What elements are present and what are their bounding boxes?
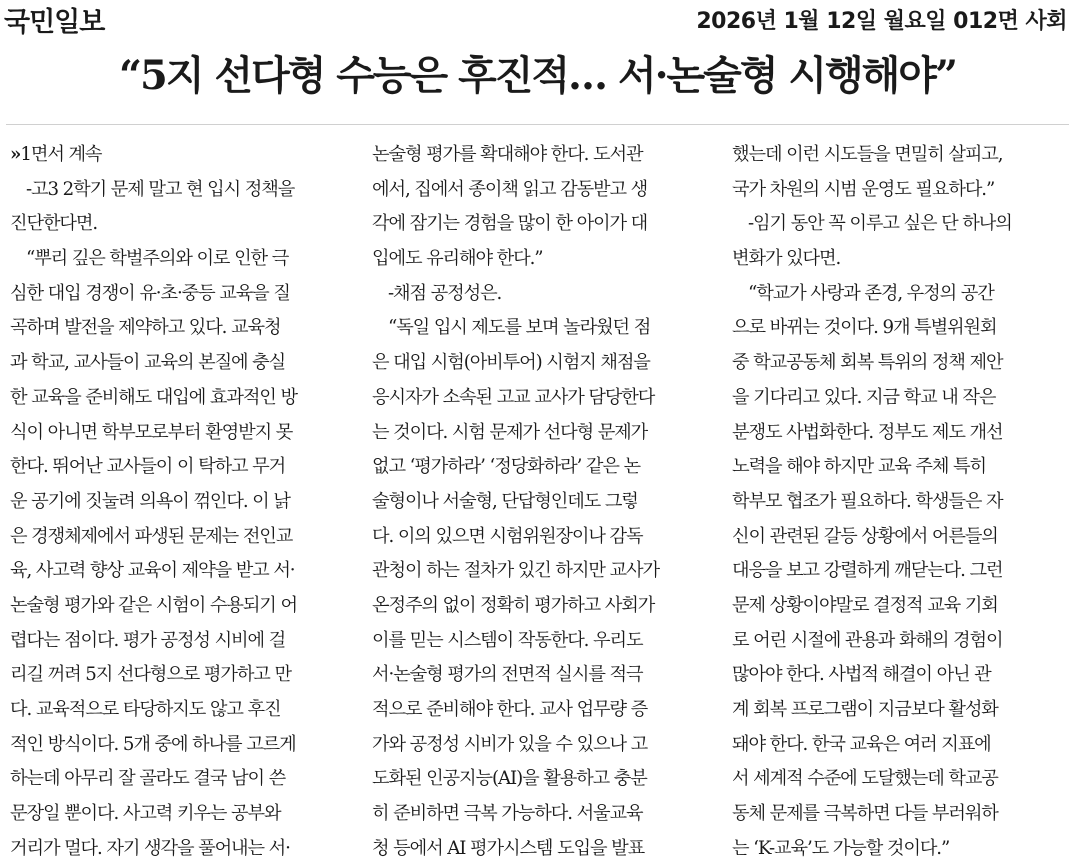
article-line bbox=[10, 311, 355, 346]
article-line-text: 적인 방식이다. 5개 중에 하나를 고르게 bbox=[10, 733, 296, 755]
article-line-text: 는 ‘K-교육’도 가능할 것이다.” bbox=[732, 837, 950, 859]
article-line bbox=[10, 346, 355, 381]
article-line bbox=[10, 207, 355, 242]
article-line-text: 입에도 유리해야 한다.” bbox=[372, 248, 543, 270]
article-line-text: 식이 아니면 학부모로부터 환영받지 못 bbox=[10, 421, 293, 443]
article-line-text: 돼야 한다. 한국 교육은 여러 지표에 bbox=[732, 733, 991, 755]
article-line-text: 진단한다면. bbox=[10, 213, 98, 235]
article-line bbox=[372, 173, 717, 208]
article-line bbox=[10, 381, 355, 416]
article-line-text: 술형이나 서술형, 단답형인데도 그렇 bbox=[372, 490, 638, 512]
article-line bbox=[732, 797, 1075, 832]
article-line-text: 다. 이의 있으면 시험위원장이나 감독 bbox=[372, 525, 643, 547]
article-line bbox=[10, 554, 355, 589]
article-line bbox=[732, 520, 1075, 555]
article-line bbox=[732, 554, 1075, 589]
article-line-text: 은 대입 시험(아비투어) 시험지 채점을 bbox=[372, 352, 650, 374]
article-line bbox=[732, 381, 1075, 416]
article-line bbox=[372, 589, 717, 624]
article-line bbox=[732, 589, 1075, 624]
article-line-text: 논술형 평가와 같은 시험이 수용되기 어 bbox=[10, 594, 297, 616]
article-line-text: 한 교육을 준비해도 대입에 효과적인 방 bbox=[10, 386, 297, 408]
article-line bbox=[372, 311, 717, 346]
article-line bbox=[372, 485, 717, 520]
article-line-text: 에서, 집에서 종이책 읽고 감동받고 생 bbox=[372, 178, 648, 200]
article-line bbox=[10, 450, 355, 485]
article-line bbox=[732, 832, 1075, 866]
article-line-text: 대응을 보고 강렬하게 깨닫는다. 그런 bbox=[732, 560, 1003, 582]
masthead bbox=[0, 0, 1075, 40]
article-line-text: 학부모 협조가 필요하다. 학생들은 자 bbox=[732, 490, 1003, 512]
article-line bbox=[10, 693, 355, 728]
article-line bbox=[372, 693, 717, 728]
article-line-text: 문장일 뿐이다. 사고력 키우는 공부와 bbox=[10, 803, 281, 825]
article-line-text: 중 학교공동체 회복 특위의 정책 제안 bbox=[732, 352, 1003, 374]
article-line bbox=[372, 242, 717, 277]
article-line bbox=[10, 797, 355, 832]
article-line bbox=[732, 658, 1075, 693]
dateline: 2026년 1월 12일 월요일 012면 사회 bbox=[696, 9, 1067, 34]
article-line bbox=[372, 416, 717, 451]
article-line-text: 동체 문제를 극복하면 다들 부러워하 bbox=[732, 803, 998, 825]
article-line-text: 했는데 이런 시도들을 면밀히 살피고, bbox=[732, 144, 1003, 165]
article-line bbox=[732, 624, 1075, 659]
article-line-text: -채점 공정성은. bbox=[388, 282, 502, 304]
article-line-text: 가와 공정성 시비가 있을 수 있으나 고 bbox=[372, 733, 648, 755]
article-line bbox=[372, 554, 717, 589]
article-line bbox=[732, 728, 1075, 763]
article-line bbox=[10, 416, 355, 451]
article-line bbox=[732, 416, 1075, 451]
article-line-text: 온정주의 없이 정확히 평가하고 사회가 bbox=[372, 594, 655, 616]
article-line bbox=[732, 311, 1075, 346]
article-line-text: 분쟁도 사법화한다. 정부도 제도 개선 bbox=[732, 421, 1003, 443]
article-line bbox=[732, 762, 1075, 797]
article-column-2 bbox=[372, 138, 717, 866]
article-line bbox=[372, 450, 717, 485]
article-line-text: 없고 ‘평가하라’ ‘정당화하라’ 같은 논 bbox=[372, 456, 641, 478]
article-line-text: 한다. 뛰어난 교사들이 이 탁하고 무거 bbox=[10, 456, 286, 478]
article-line-text: 이를 믿는 시스템이 작동한다. 우리도 bbox=[372, 629, 643, 651]
article-line-text: 국가 차원의 시범 운영도 필요하다.” bbox=[732, 178, 995, 200]
article-line bbox=[372, 346, 717, 381]
article-line bbox=[10, 138, 355, 173]
article-line bbox=[372, 728, 717, 763]
article-line-text: “학교가 사랑과 존경, 우정의 공간 bbox=[748, 282, 994, 304]
article-line bbox=[732, 138, 1075, 173]
article-line bbox=[732, 207, 1075, 242]
article-line-text: 심한 대입 경쟁이 유·초·중등 교육을 질 bbox=[10, 282, 290, 304]
article-line-text: 변화가 있다면. bbox=[732, 248, 841, 270]
article-line bbox=[372, 277, 717, 312]
article-line bbox=[372, 207, 717, 242]
article-line-text: 관청이 하는 절차가 있긴 하지만 교사가 bbox=[372, 560, 659, 582]
article-line-text: 리길 꺼려 5지 선다형으로 평가하고 만 bbox=[10, 664, 291, 686]
article-line bbox=[372, 762, 717, 797]
article-line bbox=[10, 242, 355, 277]
article-line-text: 다. 교육적으로 타당하지도 않고 후진 bbox=[10, 699, 281, 720]
article-line bbox=[10, 832, 355, 866]
article-line bbox=[732, 485, 1075, 520]
article-line bbox=[10, 277, 355, 312]
article-line bbox=[732, 346, 1075, 381]
article-line-text: 응시자가 소속된 고교 교사가 담당한다 bbox=[372, 386, 655, 408]
article-line-text: 문제 상황이야말로 결정적 교육 기회 bbox=[732, 594, 998, 616]
article-line-text: 과 학교, 교사들이 교육의 본질에 충실 bbox=[10, 352, 286, 374]
article-line bbox=[10, 728, 355, 763]
newspaper-name: 국민일보 bbox=[4, 7, 105, 38]
article-line-text: 는 것이다. 시험 문제가 선다형 문제가 bbox=[372, 421, 648, 443]
article-line bbox=[372, 658, 717, 693]
article-line-text: -임기 동안 꼭 이루고 싶은 단 하나의 bbox=[748, 213, 1012, 235]
article-line-text: 로 어린 시절에 관용과 화해의 경험이 bbox=[732, 629, 1003, 651]
article-line-text: 계 회복 프로그램이 지금보다 활성화 bbox=[732, 699, 998, 720]
article-headline: “5지 선다형 수능은 후진적… 서·논술형 시행해야” bbox=[119, 52, 956, 99]
article-line-text: 노력을 해야 하지만 교육 주체 특히 bbox=[732, 456, 986, 478]
article-line bbox=[372, 797, 717, 832]
article-line bbox=[732, 242, 1075, 277]
article-line-text: “뿌리 깊은 학벌주의와 이로 인한 극 bbox=[26, 248, 289, 270]
article-line-text: 도화된 인공지능(AI)을 활용하고 충분 bbox=[372, 768, 647, 790]
article-line bbox=[732, 693, 1075, 728]
article-line-text: 곡하며 발전을 제약하고 있다. 교육청 bbox=[10, 317, 281, 339]
article-line bbox=[372, 832, 717, 866]
article-line bbox=[10, 589, 355, 624]
article-line-text: 은 경쟁체제에서 파생된 문제는 전인교 bbox=[10, 525, 293, 547]
article-line bbox=[10, 624, 355, 659]
article-line bbox=[372, 520, 717, 555]
headline-divider bbox=[6, 124, 1069, 125]
article-line-text: 1면서 계속 bbox=[20, 144, 102, 165]
article-line bbox=[732, 450, 1075, 485]
article-line-text: 청 등에서 AI 평가시스템 도입을 발표 bbox=[372, 837, 645, 859]
article-line-text: 서·논술형 평가의 전면적 실시를 적극 bbox=[372, 664, 643, 686]
article-line-text: 적으로 준비해야 한다. 교사 업무량 증 bbox=[372, 699, 648, 720]
article-line-text: 논술형 평가를 확대해야 한다. 도서관 bbox=[372, 144, 643, 165]
article-line-text: 을 기다리고 있다. 지금 학교 내 작은 bbox=[732, 386, 996, 408]
article-column-1 bbox=[10, 138, 355, 866]
article-line-text: 운 공기에 짓눌려 의욕이 꺾인다. 이 낡 bbox=[10, 490, 290, 512]
article-line bbox=[10, 762, 355, 797]
article-line-text: 육, 사고력 향상 교육이 제약을 받고 서· bbox=[10, 560, 295, 582]
article-line bbox=[10, 173, 355, 208]
article-line-text: 렵다는 점이다. 평가 공정성 시비에 걸 bbox=[10, 629, 286, 651]
article-line bbox=[10, 520, 355, 555]
article-line-text: 신이 관련된 갈등 상황에서 어른들의 bbox=[732, 525, 998, 547]
article-line-text: 많아야 한다. 사법적 해결이 아닌 관 bbox=[732, 664, 991, 686]
article-line bbox=[732, 173, 1075, 208]
article-line bbox=[372, 138, 717, 173]
article-line-text: 히 준비하면 극복 가능하다. 서울교육 bbox=[372, 803, 643, 825]
article-line bbox=[372, 624, 717, 659]
article-line-text: 서 세계적 수준에 도달했는데 학교공 bbox=[732, 768, 998, 790]
continuation-marker-icon: » bbox=[10, 144, 19, 165]
article-line-text: 하는데 아무리 잘 골라도 결국 남이 쓴 bbox=[10, 768, 286, 790]
article-line-text: 거리가 멀다. 자기 생각을 풀어내는 서· bbox=[10, 837, 290, 859]
article-line-text: “독일 입시 제도를 보며 놀라웠던 점 bbox=[388, 317, 651, 339]
article-line bbox=[372, 381, 717, 416]
article-line-text: -고3 2학기 문제 말고 현 입시 정책을 bbox=[26, 178, 295, 200]
article-line bbox=[732, 277, 1075, 312]
article-line bbox=[10, 658, 355, 693]
article-line-text: 으로 바뀌는 것이다. 9개 특별위원회 bbox=[732, 317, 997, 339]
article-column-3 bbox=[732, 138, 1075, 866]
article-line bbox=[10, 485, 355, 520]
article-line-text: 각에 잠기는 경험을 많이 한 아이가 대 bbox=[372, 213, 648, 235]
